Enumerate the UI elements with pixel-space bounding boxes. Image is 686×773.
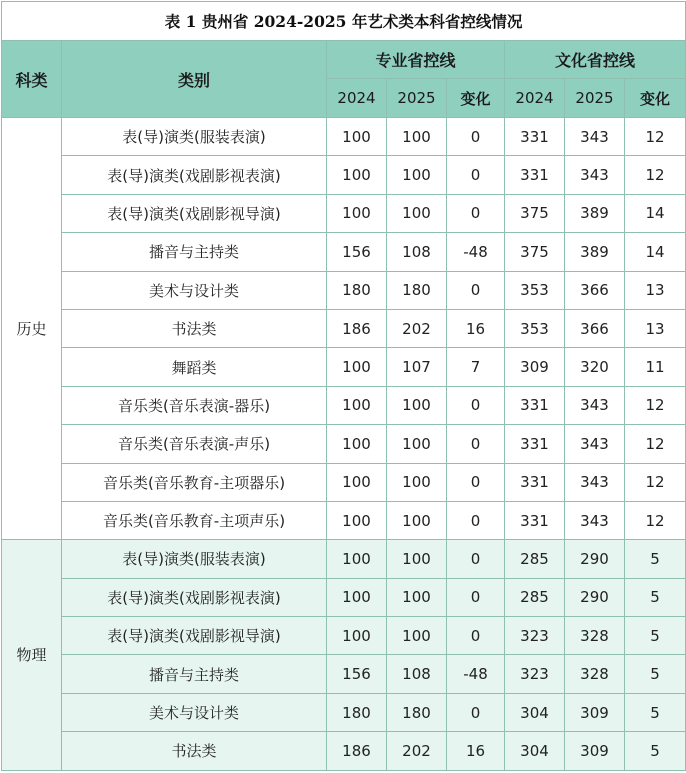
value-cell-p2025: 108 xyxy=(387,233,447,271)
value-cell-p2024: 156 xyxy=(327,233,387,271)
value-cell-pchg: 0 xyxy=(447,578,505,616)
value-cell-p2025: 100 xyxy=(387,463,447,501)
header-c2024: 2024 xyxy=(505,79,565,118)
value-cell-pchg: -48 xyxy=(447,655,505,693)
value-cell-cchg: 12 xyxy=(625,386,686,424)
category-cell: 表(导)演类(戏剧影视导演) xyxy=(62,617,327,655)
table-row xyxy=(2,425,686,463)
value-cell-p2024: 100 xyxy=(327,425,387,463)
value-cell-cchg: 12 xyxy=(625,425,686,463)
category-cell: 音乐类(音乐教育-主项声乐) xyxy=(62,501,327,539)
value-cell-c2024: 304 xyxy=(505,732,565,770)
header-professional-group: 专业省控线 xyxy=(327,41,505,79)
value-cell-cchg: 14 xyxy=(625,233,686,271)
value-cell-cchg: 5 xyxy=(625,655,686,693)
value-cell-c2024: 285 xyxy=(505,578,565,616)
value-cell-cchg: 13 xyxy=(625,271,686,309)
value-cell-cchg: 5 xyxy=(625,617,686,655)
value-cell-c2024: 331 xyxy=(505,501,565,539)
table-row xyxy=(2,118,686,156)
value-cell-pchg: 0 xyxy=(447,540,505,578)
table-row xyxy=(2,463,686,501)
category-cell: 表(导)演类(戏剧影视表演) xyxy=(62,578,327,616)
value-cell-cchg: 5 xyxy=(625,732,686,770)
category-cell: 舞蹈类 xyxy=(62,348,327,386)
value-cell-p2025: 100 xyxy=(387,501,447,539)
table-row xyxy=(2,309,686,347)
value-cell-c2024: 309 xyxy=(505,348,565,386)
value-cell-c2025: 389 xyxy=(565,194,625,232)
category-cell: 音乐类(音乐表演-声乐) xyxy=(62,425,327,463)
value-cell-c2025: 309 xyxy=(565,693,625,731)
value-cell-p2024: 100 xyxy=(327,540,387,578)
value-cell-c2024: 353 xyxy=(505,309,565,347)
header-p2024: 2024 xyxy=(327,79,387,118)
value-cell-c2024: 375 xyxy=(505,194,565,232)
value-cell-p2024: 156 xyxy=(327,655,387,693)
table-row xyxy=(2,655,686,693)
value-cell-p2024: 100 xyxy=(327,463,387,501)
value-cell-c2024: 304 xyxy=(505,693,565,731)
value-cell-pchg: 0 xyxy=(447,693,505,731)
header-subject: 科类 xyxy=(2,41,62,118)
value-cell-cchg: 12 xyxy=(625,501,686,539)
value-cell-p2025: 202 xyxy=(387,732,447,770)
value-cell-cchg: 5 xyxy=(625,578,686,616)
value-cell-p2025: 107 xyxy=(387,348,447,386)
value-cell-p2025: 100 xyxy=(387,425,447,463)
value-cell-cchg: 5 xyxy=(625,540,686,578)
value-cell-c2024: 331 xyxy=(505,463,565,501)
value-cell-p2024: 100 xyxy=(327,386,387,424)
value-cell-pchg: -48 xyxy=(447,233,505,271)
value-cell-p2025: 180 xyxy=(387,271,447,309)
value-cell-c2025: 290 xyxy=(565,540,625,578)
value-cell-p2025: 100 xyxy=(387,540,447,578)
value-cell-c2025: 366 xyxy=(565,271,625,309)
value-cell-cchg: 12 xyxy=(625,118,686,156)
table-row xyxy=(2,732,686,770)
value-cell-c2024: 331 xyxy=(505,156,565,194)
category-cell: 表(导)演类(服装表演) xyxy=(62,540,327,578)
category-cell: 音乐类(音乐表演-器乐) xyxy=(62,386,327,424)
value-cell-cchg: 14 xyxy=(625,194,686,232)
category-cell: 书法类 xyxy=(62,309,327,347)
header-pchange: 变化 xyxy=(447,79,505,118)
value-cell-p2024: 100 xyxy=(327,156,387,194)
value-cell-p2024: 100 xyxy=(327,501,387,539)
value-cell-pchg: 0 xyxy=(447,271,505,309)
value-cell-c2025: 290 xyxy=(565,578,625,616)
value-cell-c2025: 343 xyxy=(565,156,625,194)
value-cell-cchg: 11 xyxy=(625,348,686,386)
header-c2025: 2025 xyxy=(565,79,625,118)
value-cell-p2024: 100 xyxy=(327,118,387,156)
table-row xyxy=(2,233,686,271)
value-cell-cchg: 5 xyxy=(625,693,686,731)
category-cell: 美术与设计类 xyxy=(62,271,327,309)
value-cell-pchg: 0 xyxy=(447,118,505,156)
value-cell-p2024: 186 xyxy=(327,309,387,347)
table-row xyxy=(2,501,686,539)
value-cell-c2025: 343 xyxy=(565,386,625,424)
value-cell-c2025: 343 xyxy=(565,463,625,501)
value-cell-c2025: 309 xyxy=(565,732,625,770)
value-cell-pchg: 0 xyxy=(447,386,505,424)
category-cell: 美术与设计类 xyxy=(62,693,327,731)
cutoff-table xyxy=(1,1,686,771)
subject-cell: 物理 xyxy=(2,540,62,770)
value-cell-p2024: 180 xyxy=(327,271,387,309)
value-cell-pchg: 0 xyxy=(447,501,505,539)
table-row xyxy=(2,578,686,616)
value-cell-pchg: 7 xyxy=(447,348,505,386)
table-row xyxy=(2,617,686,655)
category-cell: 表(导)演类(服装表演) xyxy=(62,118,327,156)
value-cell-cchg: 12 xyxy=(625,463,686,501)
value-cell-c2025: 366 xyxy=(565,309,625,347)
value-cell-p2025: 100 xyxy=(387,578,447,616)
value-cell-pchg: 0 xyxy=(447,156,505,194)
value-cell-p2025: 202 xyxy=(387,309,447,347)
table-title: 表 1 贵州省 2024-2025 年艺术类本科省控线情况 xyxy=(2,2,686,41)
table-row xyxy=(2,386,686,424)
value-cell-p2025: 100 xyxy=(387,194,447,232)
value-cell-pchg: 0 xyxy=(447,617,505,655)
table-row xyxy=(2,271,686,309)
table-row xyxy=(2,693,686,731)
category-cell: 播音与主持类 xyxy=(62,655,327,693)
subject-cell: 历史 xyxy=(2,118,62,540)
value-cell-c2025: 389 xyxy=(565,233,625,271)
value-cell-cchg: 13 xyxy=(625,309,686,347)
value-cell-c2025: 343 xyxy=(565,425,625,463)
value-cell-c2025: 343 xyxy=(565,118,625,156)
value-cell-p2024: 100 xyxy=(327,617,387,655)
value-cell-p2024: 186 xyxy=(327,732,387,770)
category-cell: 书法类 xyxy=(62,732,327,770)
table-container xyxy=(1,1,685,771)
value-cell-p2024: 100 xyxy=(327,194,387,232)
value-cell-p2025: 100 xyxy=(387,617,447,655)
value-cell-c2025: 320 xyxy=(565,348,625,386)
value-cell-pchg: 16 xyxy=(447,732,505,770)
header-culture-group: 文化省控线 xyxy=(505,41,686,79)
value-cell-c2024: 353 xyxy=(505,271,565,309)
header-category: 类别 xyxy=(62,41,327,118)
category-cell: 播音与主持类 xyxy=(62,233,327,271)
value-cell-cchg: 12 xyxy=(625,156,686,194)
value-cell-p2024: 100 xyxy=(327,348,387,386)
value-cell-p2024: 180 xyxy=(327,693,387,731)
value-cell-p2025: 100 xyxy=(387,156,447,194)
category-cell: 音乐类(音乐教育-主项器乐) xyxy=(62,463,327,501)
table-row xyxy=(2,194,686,232)
value-cell-c2024: 331 xyxy=(505,425,565,463)
header-p2025: 2025 xyxy=(387,79,447,118)
value-cell-p2025: 100 xyxy=(387,118,447,156)
category-cell: 表(导)演类(戏剧影视表演) xyxy=(62,156,327,194)
value-cell-c2025: 343 xyxy=(565,501,625,539)
value-cell-p2025: 108 xyxy=(387,655,447,693)
header-cchange: 变化 xyxy=(625,79,686,118)
value-cell-pchg: 0 xyxy=(447,425,505,463)
value-cell-pchg: 0 xyxy=(447,463,505,501)
value-cell-c2024: 323 xyxy=(505,655,565,693)
value-cell-c2024: 331 xyxy=(505,118,565,156)
value-cell-p2024: 100 xyxy=(327,578,387,616)
value-cell-c2025: 328 xyxy=(565,617,625,655)
value-cell-c2024: 375 xyxy=(505,233,565,271)
category-cell: 表(导)演类(戏剧影视导演) xyxy=(62,194,327,232)
value-cell-c2024: 285 xyxy=(505,540,565,578)
value-cell-p2025: 180 xyxy=(387,693,447,731)
table-row xyxy=(2,348,686,386)
value-cell-c2024: 331 xyxy=(505,386,565,424)
value-cell-c2024: 323 xyxy=(505,617,565,655)
table-row xyxy=(2,156,686,194)
value-cell-pchg: 16 xyxy=(447,309,505,347)
value-cell-c2025: 328 xyxy=(565,655,625,693)
table-row xyxy=(2,540,686,578)
value-cell-pchg: 0 xyxy=(447,194,505,232)
value-cell-p2025: 100 xyxy=(387,386,447,424)
